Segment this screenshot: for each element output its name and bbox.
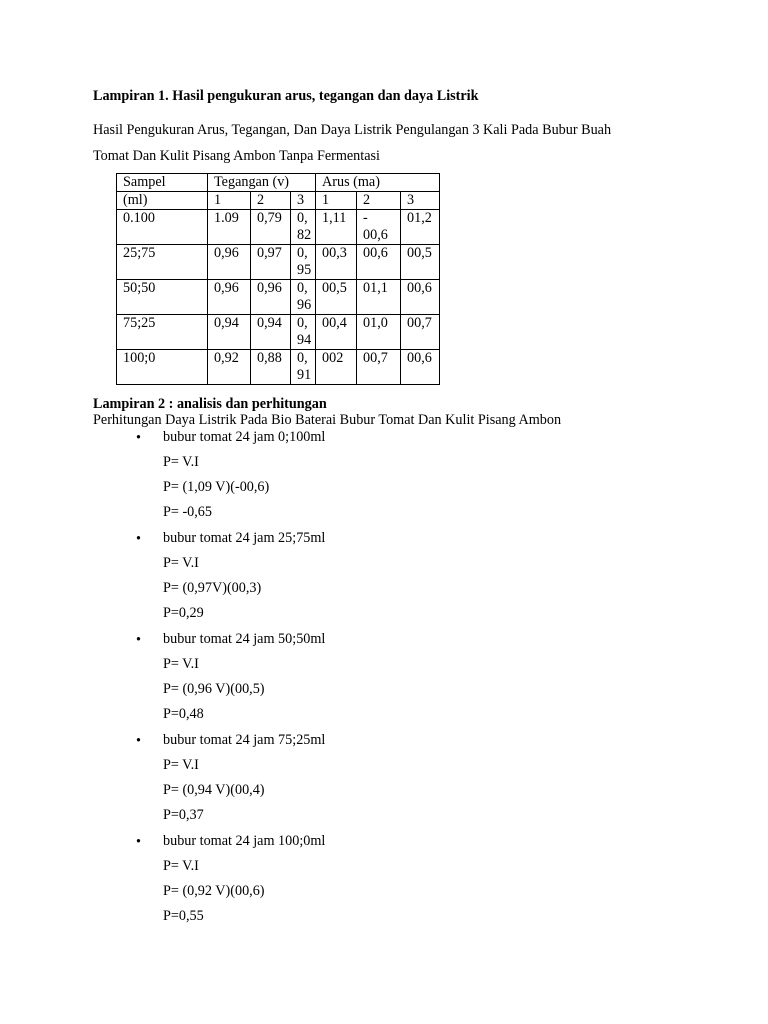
voltage-2-cell: 0,94: [251, 315, 291, 350]
current-sub-1: 1: [316, 192, 357, 210]
voltage-3-value: 0,82: [297, 210, 312, 243]
current-2-cell: [357, 315, 401, 350]
current-1-cell: 00,3: [316, 245, 357, 280]
calc-result: P= -0,65: [163, 504, 212, 520]
table-row: [117, 315, 440, 350]
table-body: [117, 210, 440, 385]
calc-result: P=0,37: [163, 807, 204, 823]
voltage-2-cell: 0,88: [251, 350, 291, 385]
sample-header-label: Sampel: [123, 174, 166, 190]
voltage-3-value: 0,95: [297, 245, 312, 278]
current-2-value: 00,7: [363, 350, 388, 366]
calc-substitution: P= (0,94 V)(00,4): [163, 782, 265, 798]
voltage-3-cell: [291, 210, 316, 245]
current-2-value: 00,6: [363, 245, 388, 261]
appendix-1-intro-line-1: Hasil Pengukuran Arus, Tegangan, Dan Daya Listrik Pengulangan 3 Kali Pada Bubur Buah: [93, 122, 612, 138]
calc-substitution: P= (1,09 V)(-00,6): [163, 479, 270, 495]
current-3-cell: 00,5: [401, 245, 440, 280]
bullet-dot-icon: •: [136, 531, 141, 547]
calc-result: P=0,55: [163, 908, 204, 924]
current-2-value: -: [363, 210, 368, 226]
voltage-3-cell: [291, 315, 316, 350]
voltage-2-cell: 0,96: [251, 280, 291, 315]
calc-result: P=0,48: [163, 706, 204, 722]
current-2-value-continued: 00,6: [363, 227, 388, 243]
sample-unit-cell: (ml): [117, 192, 208, 210]
bullet-dot-icon: •: [136, 834, 141, 850]
calc-formula: P= V.I: [163, 454, 199, 470]
voltage-3-value: 0,91: [297, 350, 312, 383]
current-3-cell: 00,6: [401, 350, 440, 385]
current-3-cell: 00,7: [401, 315, 440, 350]
current-2-value: 01,1: [363, 280, 388, 296]
voltage-2-cell: 0,79: [251, 210, 291, 245]
current-1-cell: 00,4: [316, 315, 357, 350]
bullet-dot-icon: •: [136, 733, 141, 749]
current-2-cell: [357, 245, 401, 280]
calc-formula: P= V.I: [163, 555, 199, 571]
table-row: [117, 245, 440, 280]
current-2-cell: [357, 350, 401, 385]
current-sub-2: 2: [357, 192, 401, 210]
sample-cell: 0.100: [117, 210, 208, 245]
current-2-cell: [357, 210, 401, 245]
sample-header-cell: [117, 174, 208, 192]
appendix-2-title: Lampiran 2 : analisis dan perhitungan: [93, 396, 327, 412]
current-3-cell: 01,2: [401, 210, 440, 245]
calc-item-label: bubur tomat 24 jam 0;100ml: [163, 429, 326, 445]
current-3-cell: 00,6: [401, 280, 440, 315]
voltage-3-cell: [291, 245, 316, 280]
table-header-row: [117, 174, 440, 192]
voltage-header: Tegangan (v): [208, 174, 316, 192]
voltage-3-value: 0,96: [297, 280, 312, 313]
table-row: [117, 350, 440, 385]
calc-substitution: P= (0,97V)(00,3): [163, 580, 262, 596]
bullet-dot-icon: •: [136, 430, 141, 446]
calc-item-label: bubur tomat 24 jam 100;0ml: [163, 833, 326, 849]
appendix-2-subtitle: Perhitungan Daya Listrik Pada Bio Baterai Bubur Tomat Dan Kulit Pisang Ambon: [93, 412, 562, 428]
appendix-1-title: Lampiran 1. Hasil pengukuran arus, tegangan dan daya Listrik: [93, 88, 479, 104]
calc-item-label: bubur tomat 24 jam 50;50ml: [163, 631, 326, 647]
voltage-sub-1: 1: [208, 192, 251, 210]
voltage-3-value: 0,94: [297, 315, 312, 348]
voltage-1-cell: 0,94: [208, 315, 251, 350]
sample-cell: 50;50: [117, 280, 208, 315]
current-1-cell: 1,11: [316, 210, 357, 245]
calc-formula: P= V.I: [163, 858, 199, 874]
appendix-1-intro-line-2: Tomat Dan Kulit Pisang Ambon Tanpa Fermentasi: [93, 148, 380, 164]
table-row: [117, 210, 440, 245]
calc-item-label: bubur tomat 24 jam 75;25ml: [163, 732, 326, 748]
current-1-cell: 00,5: [316, 280, 357, 315]
voltage-3-cell: [291, 280, 316, 315]
voltage-sub-2: 2: [251, 192, 291, 210]
voltage-2-cell: 0,97: [251, 245, 291, 280]
calc-substitution: P= (0,96 V)(00,5): [163, 681, 265, 697]
sample-cell: 25;75: [117, 245, 208, 280]
measurement-table: [116, 173, 440, 385]
sample-cell: 75;25: [117, 315, 208, 350]
calc-item-label: bubur tomat 24 jam 25;75ml: [163, 530, 326, 546]
calc-formula: P= V.I: [163, 757, 199, 773]
calc-substitution: P= (0,92 V)(00,6): [163, 883, 265, 899]
voltage-1-cell: 0,96: [208, 280, 251, 315]
current-2-cell: [357, 280, 401, 315]
table-subheader-row: [117, 192, 440, 210]
calc-result: P=0,29: [163, 605, 204, 621]
sample-cell: 100;0: [117, 350, 208, 385]
voltage-1-cell: 0,96: [208, 245, 251, 280]
voltage-sub-3: 3: [291, 192, 316, 210]
bullet-dot-icon: •: [136, 632, 141, 648]
current-header: Arus (ma): [316, 174, 440, 192]
voltage-1-cell: 1.09: [208, 210, 251, 245]
current-sub-3: 3: [401, 192, 440, 210]
voltage-3-cell: [291, 350, 316, 385]
table-row: [117, 280, 440, 315]
voltage-1-cell: 0,92: [208, 350, 251, 385]
current-2-value: 01,0: [363, 315, 388, 331]
current-1-cell: 002: [316, 350, 357, 385]
calc-formula: P= V.I: [163, 656, 199, 672]
